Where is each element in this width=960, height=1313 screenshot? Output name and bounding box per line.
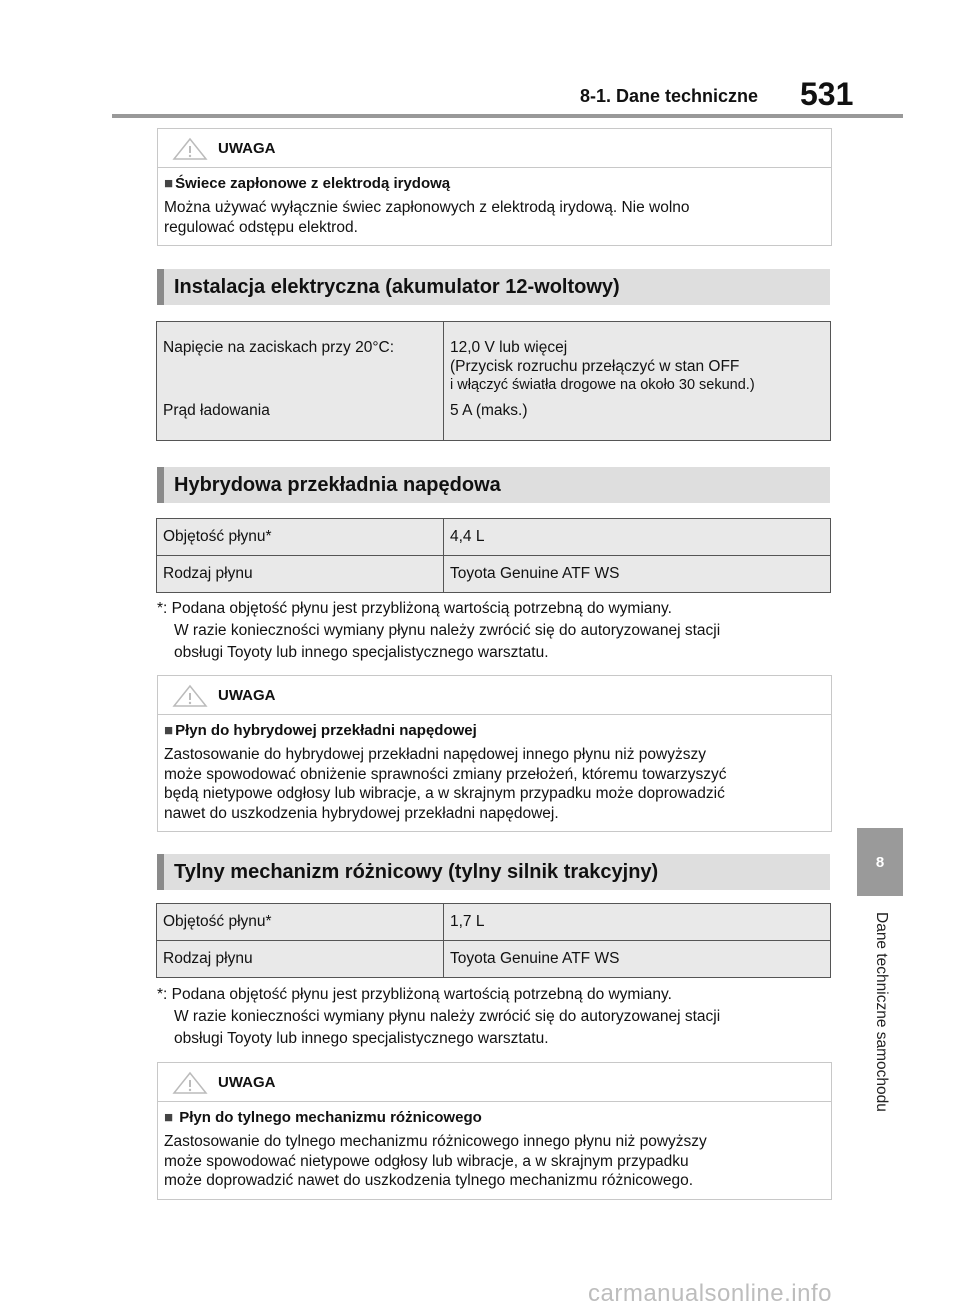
square-bullet-icon: ■ xyxy=(164,722,174,739)
table-cell-label: Rodzaj płynu xyxy=(157,941,444,978)
warning-text xyxy=(164,1132,823,1191)
warning-label: UWAGA xyxy=(218,140,276,157)
table-cell-label: Napięcie na zaciskach przy 20°C: xyxy=(157,322,444,400)
warning-title: Płyn do hybrydowej przekładni napędowej xyxy=(175,722,477,739)
table-row xyxy=(157,322,831,400)
warning-label: UWAGA xyxy=(218,1074,276,1091)
spec-table-rear-differential xyxy=(156,903,831,978)
footnote-hybrid-transaxle xyxy=(157,598,837,664)
warning-line: Zastosowanie do tylnego mechanizmu różnicowego innego płynu niż powyższy xyxy=(164,1133,707,1150)
value-line: 12,0 V lub więcej xyxy=(450,339,568,356)
warning-line: może spowodować nietypowe odgłosy lub wibracje, a w skrajnym przypadku xyxy=(164,1152,689,1170)
chapter-tab-label: Dane techniczne samochodu xyxy=(873,912,890,1112)
table-cell-value: 1,7 L xyxy=(444,904,831,941)
warning-line: może spowodować obniżenie sprawności zmiany przełożeń, któremu towarzyszyć xyxy=(164,765,727,783)
warning-label: UWAGA xyxy=(218,687,276,704)
table-cell-label: Rodzaj płynu xyxy=(157,556,444,593)
footnote-line: obsługi Toyoty lub innego specjalistycznego warsztatu. xyxy=(174,644,549,661)
section-header: 8-1. Dane techniczne xyxy=(580,86,759,106)
value-line: i włączyć światła drogowe na około 30 sekund.) xyxy=(450,377,755,393)
table-row xyxy=(157,519,831,556)
value-line: (Przycisk rozruchu przełączyć w stan OFF xyxy=(450,358,740,375)
footnote-line: *: Podana objętość płynu jest przybliżoną wartością potrzebną do wymiany. xyxy=(157,986,672,1003)
warning-line: będą nietypowe odgłosy lub wibracje, a w skrajnym przypadku może doprowadzić xyxy=(164,785,725,802)
square-bullet-icon: ■ xyxy=(164,1109,174,1126)
table-cell-value: Toyota Genuine ATF WS xyxy=(444,556,831,593)
warning-line: regulować odstępu elektrod. xyxy=(164,218,358,236)
table-row xyxy=(157,399,831,441)
table-row xyxy=(157,941,831,978)
warning-header xyxy=(158,1063,831,1102)
footnote-line: W razie konieczności wymiany płynu należy zwrócić się do autoryzowanej stacji xyxy=(174,622,721,639)
warning-title: Świece zapłonowe z elektrodą irydową xyxy=(175,175,451,192)
footnote-line: W razie konieczności wymiany płynu należy zwrócić się do autoryzowanej stacji xyxy=(174,1008,721,1025)
chapter-tab: 8 xyxy=(857,828,903,896)
warning-header xyxy=(158,129,831,168)
warning-text xyxy=(164,198,823,237)
table-cell-value: 4,4 L xyxy=(444,519,831,556)
warning-triangle-icon xyxy=(172,684,208,708)
footnote-line: *: Podana objętość płynu jest przybliżoną wartością potrzebną do wymiany. xyxy=(157,600,672,617)
warning-line: Można używać wyłącznie świec zapłonowych z elektrodą irydową. Nie wolno xyxy=(164,199,690,216)
table-row xyxy=(157,556,831,593)
table-row xyxy=(157,904,831,941)
section-heading-electrical: Instalacja elektryczna (akumulator 12-woltowy) xyxy=(157,269,830,305)
warning-text xyxy=(164,745,823,823)
warning-box-spark-plugs xyxy=(157,128,832,246)
warning-line: Zastosowanie do hybrydowej przekładni napędowej innego płynu niż powyższy xyxy=(164,746,706,763)
warning-box-differential-fluid xyxy=(157,1062,832,1200)
spec-table-hybrid-transaxle xyxy=(156,518,831,593)
table-cell-value: 5 A (maks.) xyxy=(444,399,831,441)
warning-title: Płyn do tylnego mechanizmu różnicowego xyxy=(179,1109,482,1126)
section-heading-rear-differential: Tylny mechanizm różnicowy (tylny silnik trakcyjny) xyxy=(157,854,830,890)
header-divider xyxy=(112,114,903,118)
section-heading-hybrid-transaxle: Hybrydowa przekładnia napędowa xyxy=(157,467,830,503)
warning-triangle-icon xyxy=(172,137,208,161)
footnote-line: obsługi Toyoty lub innego specjalistycznego warsztatu. xyxy=(174,1030,549,1047)
spec-table-electrical xyxy=(156,321,831,441)
table-cell-value: Toyota Genuine ATF WS xyxy=(444,941,831,978)
table-cell-value xyxy=(444,322,831,400)
table-cell-label: Objętość płynu* xyxy=(157,904,444,941)
page-number: 531 xyxy=(800,76,854,112)
warning-line: nawet do uszkodzenia hybrydowej przekładni napędowej. xyxy=(164,804,559,822)
footnote-rear-differential xyxy=(157,984,837,1050)
warning-box-transaxle-fluid xyxy=(157,675,832,832)
warning-header xyxy=(158,676,831,715)
warning-triangle-icon xyxy=(172,1071,208,1095)
table-cell-label: Prąd ładowania xyxy=(157,399,444,441)
square-bullet-icon: ■ xyxy=(164,175,174,192)
watermark: carmanualsonline.info xyxy=(588,1280,832,1307)
warning-line: może doprowadzić nawet do uszkodzenia tylnego mechanizmu różnicowego. xyxy=(164,1172,694,1189)
table-cell-label: Objętość płynu* xyxy=(157,519,444,556)
